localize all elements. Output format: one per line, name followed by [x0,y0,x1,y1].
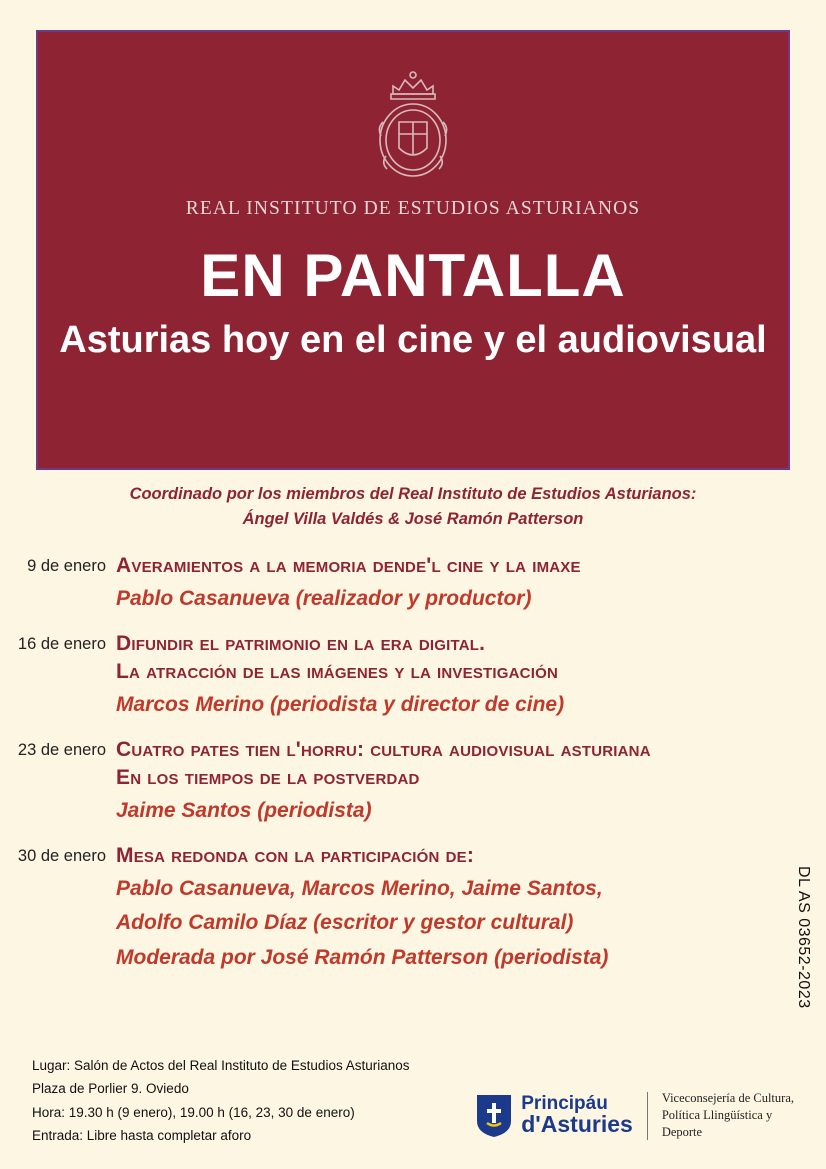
logo-word-1: Principáu [521,1092,608,1114]
department-line-3: Deporte [661,1125,703,1139]
logo-word-2: d'Asturies [521,1111,633,1138]
asturias-shield-icon [475,1093,513,1139]
entry-speaker: Pablo Casanueva (realizador y productor) [116,586,532,610]
footer-info [32,1054,410,1147]
entry-date: 30 de enero [17,847,106,866]
footer-line-address: Plaza de Porlier 9. Oviedo [32,1081,189,1097]
entry-body [116,736,826,826]
department-name [662,1090,794,1141]
list-item [0,736,826,826]
entry-title-line-2: La atracción de las imágenes y la investigación [116,659,558,683]
logo-divider [647,1092,648,1140]
entry-speaker: Jaime Santos (periodista) [116,798,372,822]
footer-line-entry: Entrada: Libre hasta completar aforo [32,1127,252,1143]
entry-body [116,842,826,973]
coordinators [0,482,826,532]
entry-date: 16 de enero [17,635,106,654]
footer [32,1054,794,1147]
entry-speaker: Pablo Casanueva, Marcos Merino, Jaime Santos, [116,876,603,900]
entry-speaker: Marcos Merino (periodista y director de cine) [116,692,565,716]
list-item [0,552,826,614]
entry-title: averamientos a la memoria dende'l cine y la imaxe [116,554,581,577]
footer-line-time: Hora: 19.30 h (9 enero), 19.00 h (16, 23, 30 de enero) [32,1104,355,1120]
footer-logos [475,1090,794,1147]
footer-line-venue: Lugar: Salón de Actos del Real Instituto de Estudios Asturianos [32,1058,410,1074]
entry-speaker-2: Adolfo Camilo Díaz (escritor y gestor cultural) [116,911,574,935]
page-title: EN PANTALLA [200,242,626,309]
entry-title: mesa redonda con la participación de: [116,844,475,868]
entry-title: cuatro pates tien l'horru: cultura audiovisual asturiana [116,738,651,762]
coordinators-line-1: Coordinado por los miembros del Real Instituto de Estudios Asturianos: [129,485,697,503]
entry-body [116,552,826,614]
department-line-1: Viceconsejería de Cultura, [661,1091,794,1105]
list-item [0,842,826,973]
coordinators-line-2: Ángel Villa Valdés & José Ramón Patterson [242,509,584,528]
entry-speaker-3: Moderada por José Ramón Patterson (periodista) [116,945,609,969]
principado-asturias-logo [475,1093,633,1139]
entry-date: 23 de enero [17,741,106,760]
list-item [0,630,826,720]
header-band [36,30,790,470]
entry-title-line-2: En los tiempos de la postverdad [116,765,420,789]
royal-crest-icon [359,64,467,184]
programme-list [0,552,826,989]
entry-body [116,630,826,720]
department-line-2: Política Llingüística y [661,1108,773,1122]
entry-title: difundir el patrimonio en la era digital. [116,632,486,656]
page-subtitle: Asturias hoy en el cine y el audiovisual [59,319,767,361]
entry-date: 9 de enero [27,557,106,575]
institute-name: REAL INSTITUTO DE ESTUDIOS ASTURIANOS [185,198,641,219]
deposito-legal-code: DL AS 03652-2023 [795,866,812,1009]
logo-wordmark [521,1094,633,1138]
